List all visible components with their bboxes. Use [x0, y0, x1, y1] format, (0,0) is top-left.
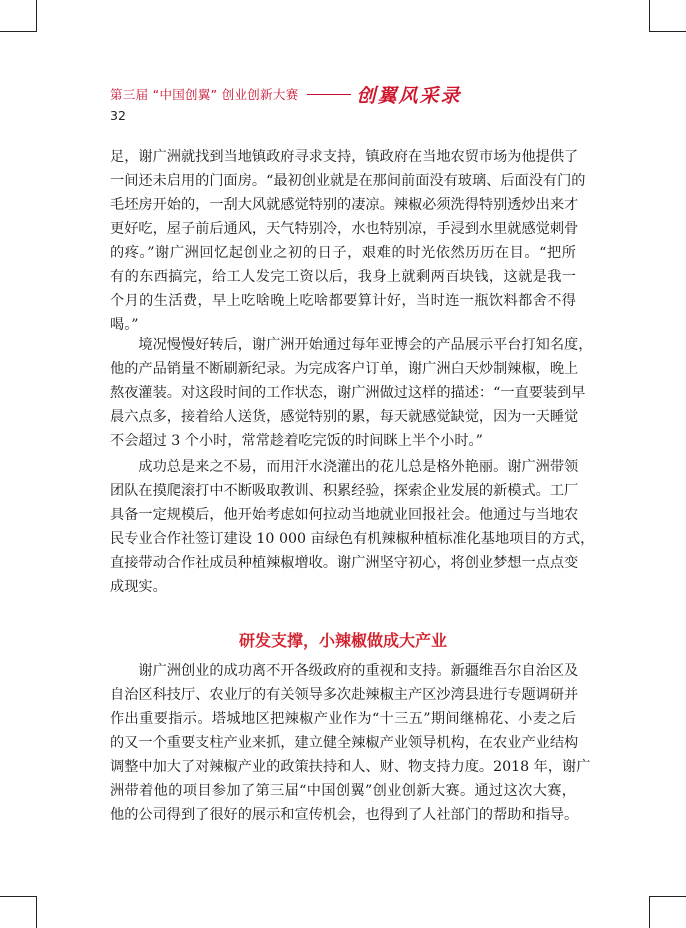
- text-line: 他的公司得到了很好的展示和宣传机会，也得到了人社部门的帮助和指导。: [110, 807, 579, 823]
- text-line: 有的东西搞完，给工人发完工资以后，我身上就剩两百块钱，这就是我一: [110, 269, 576, 285]
- text-line: 熬夜灌装。对这段时间的工作状态，谢广洲做过这样的描述：“一直要装到早: [110, 385, 586, 401]
- text-line: 谢广洲创业的成功离不开各级政府的重视和支持。新疆维吾尔自治区及: [110, 663, 579, 679]
- text-line: 不会超过 3 个小时，常常趁着吃完饭的时间眯上半个小时。”: [110, 433, 483, 449]
- running-header: [110, 79, 580, 109]
- text-line: 团队在摸爬滚打中不断吸取教训、积累经验，探索企业发展的新模式。工厂: [110, 483, 579, 499]
- text-line: 一间还未启用的门面房。“最初创业就是在那间前面没有玻璃、后面没有门的: [110, 173, 586, 189]
- body-text: [110, 455, 595, 599]
- text-line: 个月的生活费，早上吃啥晚上吃啥都要算计好，当时连一瓶饮料都舍不得: [110, 293, 576, 309]
- crop-mark-bottom-right: [649, 896, 686, 897]
- body-text: [110, 659, 591, 827]
- text-line: 成现实。: [110, 579, 167, 595]
- text-line: 更好吃，屋子前后通风，天气特别冷，水也特别凉，手浸到水里就感觉刺骨: [110, 221, 579, 237]
- text-line: 的疼。”谢广洲回忆起创业之初的日子，艰难的时光依然历历在目。“把所: [110, 245, 576, 261]
- text-line: 足，谢广洲就找到当地镇政府寻求支持，镇政府在当地农贸市场为他提供了: [110, 149, 579, 165]
- text-line: 喝。”: [110, 317, 139, 333]
- paragraph: [110, 145, 586, 337]
- paragraph: [110, 659, 591, 827]
- paragraph: [110, 455, 595, 599]
- page-number: 32: [110, 108, 126, 123]
- crop-mark-bottom-right: [649, 896, 650, 928]
- crop-mark-top-right: [649, 0, 650, 32]
- text-line: 直接带动合作社成员种植辣椒增收。谢广洲坚守初心，将创业梦想一点点变: [110, 555, 579, 571]
- crop-mark-bottom-left: [0, 896, 37, 897]
- crop-mark-top-left: [0, 31, 37, 32]
- header-title: 第三届 “中国创翼” 创业创新大赛: [110, 87, 299, 102]
- text-line: 晨六点多，接着给人送货，感觉特别的累，每天就感觉缺觉，因为一天睡觉: [110, 409, 579, 425]
- body-text: [110, 145, 586, 337]
- text-line: 具备一定规模后，他开始考虑如何拉动当地就业回报社会。他通过与当地农: [110, 507, 579, 523]
- text-line: 成功总是来之不易，而用汗水浇灌出的花儿总是格外艳丽。谢广洲带领: [110, 459, 579, 475]
- body-text: [110, 333, 593, 453]
- text-line: 洲带着他的项目参加了第三届“中国创翼”创业创新大赛。通过这次大赛，: [110, 783, 576, 799]
- text-line: 自治区科技厅、农业厅的有关领导多次赴辣椒主产区沙湾县进行专题调研并: [110, 687, 579, 703]
- header-rule: [307, 94, 351, 95]
- text-line: 调整中加大了对辣椒产业的政策扶持和人、财、物支持力度。2018 年，谢广: [110, 759, 591, 775]
- text-line: 民专业合作社签订建设 10 000 亩绿色有机辣椒种植标准化基地项目的方式，: [110, 531, 595, 547]
- crop-mark-top-right: [649, 31, 686, 32]
- crop-mark-bottom-left: [36, 896, 37, 928]
- crop-mark-top-left: [36, 0, 37, 32]
- text-line: 的又一个重要支柱产业来抓，建立健全辣椒产业领导机构，在农业产业结构: [110, 735, 579, 751]
- text-line: 毛坯房开始的，一刮大风就感觉特别的凄凉。辣椒必须洗得特别透炒出来才: [110, 197, 579, 213]
- header-slogan: 创翼风采录: [356, 84, 462, 107]
- section-heading: 研发支撑，小辣椒做成大产业: [238, 631, 447, 650]
- text-line: 作出重要指示。塔城地区把辣椒产业作为“十三五”期间继棉花、小麦之后: [110, 711, 576, 727]
- text-line: 境况慢慢好转后，谢广洲开始通过每年亚博会的产品展示平台打知名度，: [110, 337, 593, 353]
- paragraph: [110, 333, 593, 453]
- text-line: 他的产品销量不断刷新纪录。为完成客户订单，谢广洲白天炒制辣椒，晚上: [110, 361, 579, 377]
